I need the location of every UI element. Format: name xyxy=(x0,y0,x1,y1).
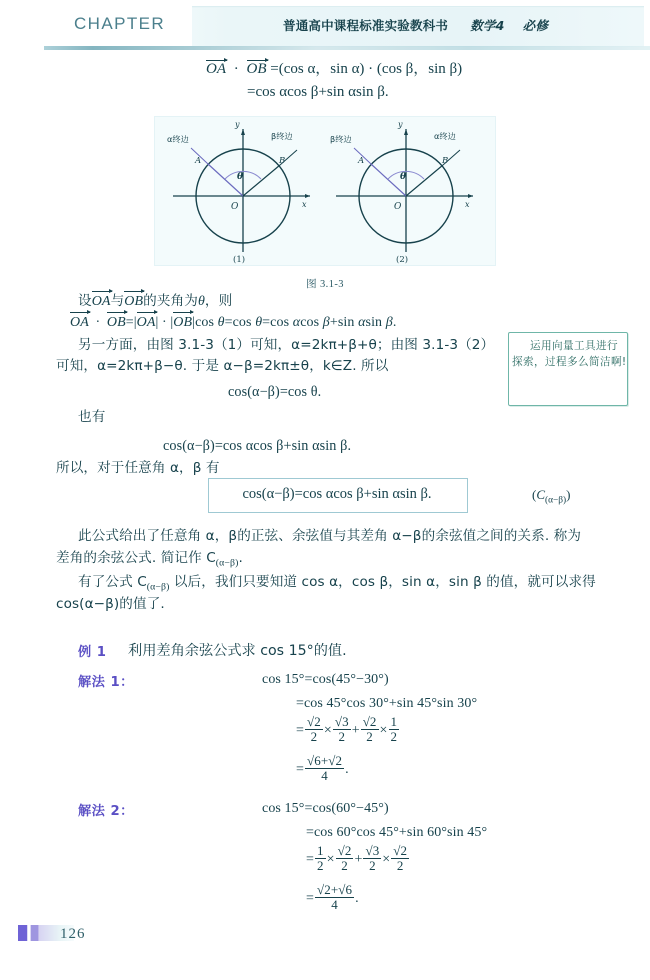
panel1-point-b: B xyxy=(279,156,286,166)
panel2-alpha-ray-label: α终边 xyxy=(434,131,456,141)
panel2-y-label: y xyxy=(398,120,403,129)
page-spine xyxy=(0,0,10,980)
para-explain-line-2-end: . xyxy=(238,550,243,566)
para-explain-line-3-b: 以后，我们只要知道 cos α，cos β，sin α，sin β 的值，就可以求得 xyxy=(169,574,596,590)
para-explain-line-2-text: 差角的余弦公式. 简记作 C xyxy=(56,550,216,566)
para-explain-line-3 xyxy=(78,573,596,595)
solution-1-step-3: = $\frac{√2}{2}$ × $\frac{√3}{2}$ + $\frac{√2}{2}$ × $\frac{1}{2}$ xyxy=(296,714,398,745)
s1-op-2: + xyxy=(351,722,360,738)
panel2-point-a: A xyxy=(358,156,365,166)
book-title xyxy=(283,16,548,34)
note-callout-text: 运用向量工具进行探索，过程多么简洁啊! xyxy=(512,340,627,369)
dot-operator: · xyxy=(233,61,239,77)
s2-op-2: + xyxy=(354,851,363,867)
figure-svg xyxy=(155,117,495,265)
panel1-ray-beta xyxy=(243,165,280,196)
panel1-x-label: x xyxy=(302,200,307,209)
header-divider xyxy=(44,46,650,50)
example-title: 利用差角余弦公式求 cos 15°的值. xyxy=(128,643,347,659)
panel2-beta-ray-label: β终边 xyxy=(330,134,352,144)
s1-op-1: × xyxy=(323,722,332,738)
figure-caption: 图 3.1-3 xyxy=(306,279,344,290)
solution-2-step-3: = $\frac{1}{2}$ × $\frac{√2}{2}$ + $\frac{√3}{2}$ × $\frac{√2}{2}$ xyxy=(306,843,408,874)
book-title-type: 必修 xyxy=(522,18,549,33)
panel2-number: (2) xyxy=(396,255,409,265)
figure-panel-1 xyxy=(167,120,310,265)
s2-frac-4: $\frac{√2}{2}$ xyxy=(393,843,408,874)
s1-frac-4: $\frac{1}{2}$ xyxy=(390,714,398,745)
para-explain-line-3-sub: (α−β) xyxy=(146,581,170,593)
s1-frac-3: $\frac{√2}{2}$ xyxy=(362,714,377,745)
vector-ob: OB xyxy=(246,61,267,77)
para-other-hand-line-1: 另一方面，由图 3.1-3（1）可知，α=2kπ+β+θ；由图 3.1-3（2） xyxy=(78,337,495,353)
para-explain-line-2 xyxy=(56,549,243,571)
panel2-x-label: x xyxy=(465,200,470,209)
s2-frac-2: $\frac{√2}{2}$ xyxy=(337,843,352,874)
panel1-y-label: y xyxy=(235,120,240,129)
equation-label-base: C xyxy=(536,487,546,502)
eq-cos-theta: cos(α−β)=cos θ. xyxy=(228,384,322,400)
panel1-x-arrow xyxy=(305,194,310,198)
example-label: 例 1 xyxy=(78,645,107,660)
figure-panel-2 xyxy=(330,120,473,265)
solution-2-step-4: = $\frac{√2+√6}{4}$ . xyxy=(306,882,359,913)
solution-2-step-2: =cos 60°cos 45°+sin 60°sin 45° xyxy=(306,825,488,840)
panel1-theta-label: θ xyxy=(237,172,244,182)
line-set-angle: 设OA与OB的夹角为θ，则 xyxy=(78,292,232,312)
solution-1-step-2: =cos 45°cos 30°+sin 45°sin 30° xyxy=(296,696,478,711)
solution-2-step-1: cos 15°=cos(60°−45°) xyxy=(262,801,389,816)
vector-oa: OA xyxy=(206,61,226,77)
boxed-formula-text: cos(α−β)=cos αcos β+sin αsin β. xyxy=(242,486,432,502)
top-formula-line-1 xyxy=(206,57,462,78)
panel2-origin-label: O xyxy=(394,202,402,212)
top-formula-line-2: =cos αcos β+sin αsin β. xyxy=(247,84,389,100)
s2-frac-1: $\frac{1}{2}$ xyxy=(317,843,324,874)
s1-frac-1: $\frac{√2}{2}$ xyxy=(307,714,321,745)
dp-vec-ob: OB xyxy=(107,313,126,333)
panel1-y-arrow xyxy=(241,129,245,135)
panel2-y-arrow xyxy=(404,129,408,135)
line-dot-product: OA · OB=|OA| · |OB|cos θ=cos θ=cos αcos β+sin αsin β. xyxy=(70,313,396,333)
panel1-origin-label: O xyxy=(231,202,239,212)
vector-ob-inline: OB xyxy=(124,292,143,312)
eq-expanded: cos(α−β)=cos αcos β+sin αsin β. xyxy=(163,438,352,454)
page-number: 126 xyxy=(60,926,86,942)
book-title-main: 普通高中课程标准实验教科书 xyxy=(283,18,449,33)
s1-frac-2: $\frac{√3}{2}$ xyxy=(334,714,349,745)
s2-op-1: × xyxy=(326,851,335,867)
s2-final-tail: . xyxy=(355,890,359,906)
panel1-point-a: A xyxy=(195,156,202,166)
chapter-word: CHAPTER xyxy=(74,14,166,33)
vector-oa-inline: OA xyxy=(92,292,111,312)
para-explain-line-4: cos(α−β)的值了. xyxy=(56,596,165,612)
line-therefore: 所以，对于任意角 α，β 有 xyxy=(56,460,220,476)
s2-frac-3: $\frac{√3}{2}$ xyxy=(365,843,380,874)
solution-2-label: 解法 2： xyxy=(78,804,134,819)
para-explain-line-2-sub: (α−β) xyxy=(215,557,239,569)
figure-box xyxy=(154,116,496,266)
dp-vec-oa: OA xyxy=(70,313,89,333)
solution-1-step-4: = $\frac{√6+√2}{4}$ . xyxy=(296,753,349,784)
solution-1-step-1: cos 15°=cos(45°−30°) xyxy=(262,672,389,687)
book-title-subject: 数学4 xyxy=(470,18,505,33)
panel2-point-b: B xyxy=(442,156,449,166)
s1-final-tail: . xyxy=(345,761,349,777)
equation-label-sub: (α−β) xyxy=(545,495,567,506)
s2-op-3: × xyxy=(382,851,391,867)
solution-1-label: 解法 1： xyxy=(78,675,134,690)
panel1-alpha-ray-label: α终边 xyxy=(167,134,189,144)
para-other-hand-line-2: 可知，α=2kπ+β−θ. 于是 α−β=2kπ±θ，k∈Z. 所以 xyxy=(56,358,389,374)
equation-label: $(C_{(\alpha-\beta)})$ xyxy=(532,487,571,506)
top-formula-rhs: =(cos α，sin α) · (cos β，sin β) xyxy=(270,61,463,77)
panel2-x-arrow xyxy=(468,194,473,198)
para-explain-line-1: 此公式给出了任意角 α，β的正弦、余弦值与其差角 α−β的余弦值之间的关系. 称为 xyxy=(78,528,582,544)
panel1-number: (1) xyxy=(233,255,246,265)
s1-op-3: × xyxy=(379,722,388,738)
dp-abs-oa: OA xyxy=(137,313,156,333)
line-also: 也有 xyxy=(78,409,106,425)
panel2-ray-alpha xyxy=(406,165,443,196)
s2-final-frac: $\frac{√2+√6}{4}$ xyxy=(317,882,353,913)
dp-abs-ob: OB xyxy=(173,313,192,333)
panel1-beta-ray-label: β终边 xyxy=(271,131,293,141)
panel2-theta-label: θ xyxy=(400,172,407,182)
s1-final-frac: $\frac{√6+√2}{4}$ xyxy=(307,753,343,784)
para-explain-line-3-a: 有了公式 C xyxy=(78,574,147,590)
